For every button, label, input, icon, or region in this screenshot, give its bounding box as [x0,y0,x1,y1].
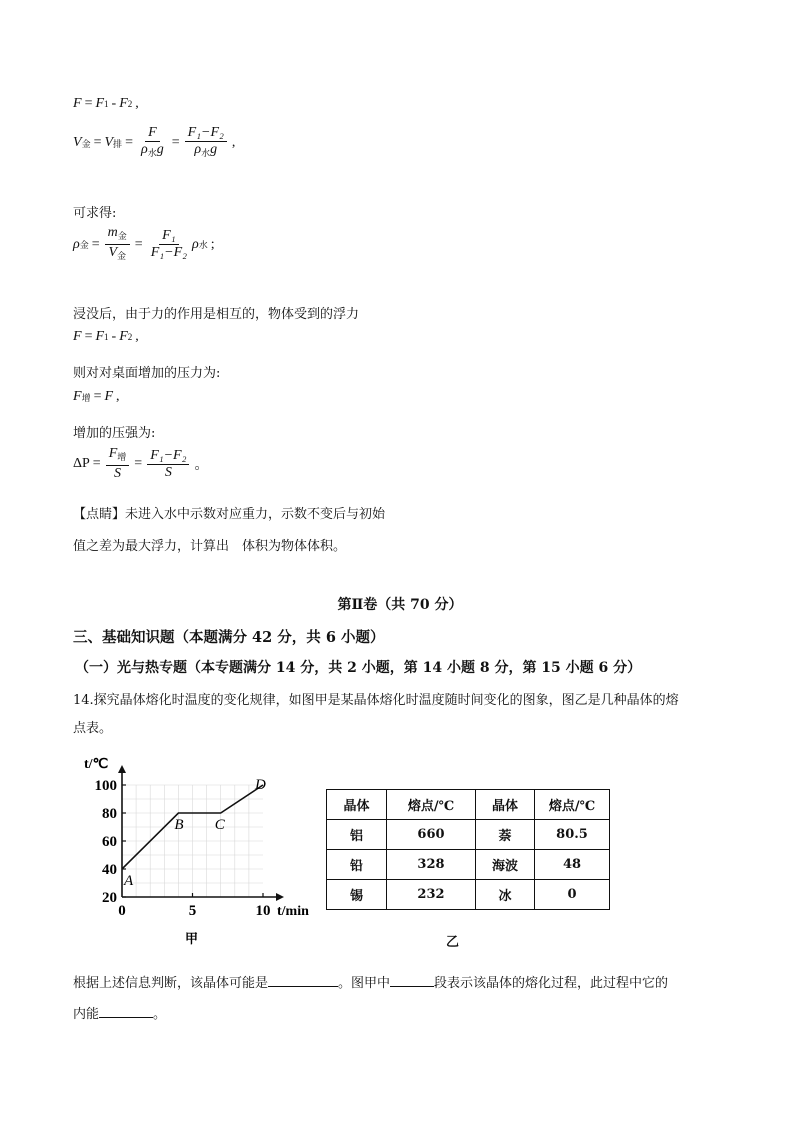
table-cell: 冰 [476,880,535,910]
chart-point-label: D [255,777,266,793]
answer-blank-segment[interactable] [390,974,434,987]
table-cell: 328 [387,850,476,880]
melting-point-table-wrap [326,789,610,910]
equation-buoyancy: F = F 1 - F 2 , [73,96,139,111]
chart-point-label: C [214,817,225,833]
section-title: 三、基础知识题（本题满分 42 分，共 6 小题） [73,629,385,646]
table-header-cell: 晶体 [476,790,535,820]
table-cell: 海波 [476,850,535,880]
chart-x-axis-arrow [276,893,284,901]
answer-blank-crystal[interactable] [268,974,338,987]
question-14-blanks-line1: 根据上述信息判断，该晶体可能是 。图甲中 段表示该晶体的熔化过程，此过程中它的 [73,976,669,991]
question-14-line2: 点表。 [73,721,113,736]
chart-x-tick-label: 0 [118,903,126,919]
chart-y-axis-label: t/℃ [84,757,109,772]
table-cell: 锡 [327,880,387,910]
chart-grid [122,785,263,897]
table-cell: 0 [535,880,610,910]
text-jinmo: 浸没后，由于力的作用是相互的，物体受到的浮力 [73,307,360,322]
table-row [327,820,610,850]
table-cell: 铅 [327,850,387,880]
chart-y-tick-label: 60 [102,834,117,850]
chart-point-label: A [124,873,134,889]
table-cell: 660 [387,820,476,850]
chart-y-tick-label: 40 [102,862,117,878]
text-zengjia-yaqiang: 增加的压强为: [73,426,156,441]
table-cell: 萘 [476,820,535,850]
equation-volume: V 金 = V 排 = $\frac{F}{\rho_水g}$ = $\frac{\text{F₁−F₂}}{\rho_水g}$ , [73,125,236,158]
chart-x-tick-label: 10 [255,903,271,919]
chart-y-tick-label: 80 [102,806,117,822]
chart-y-tick-label: 100 [94,778,117,794]
text-zengjia-yali: 则对对桌面增加的压力为: [73,366,221,381]
text-qiude: 可求得: [73,206,117,221]
chart-point-labels [123,777,266,889]
subsection-title: （一）光与热专题（本专题满分 14 分，共 2 小题，第 14 小题 8 分，第 15 小题 6 分） [75,660,642,676]
question-14-blanks-line2: 内能 。 [73,1007,167,1022]
table-cell: 铝 [327,820,387,850]
chart-point-label: B [174,817,184,833]
table-header-cell: 晶体 [327,790,387,820]
table-header-cell: 熔点/℃ [535,790,610,820]
chart-y-tick-label: 20 [102,890,117,906]
table-row [327,880,610,910]
melting-point-table [326,789,610,910]
chart-x-tick-label: 5 [188,903,197,919]
table-header-row [327,790,610,820]
equation-added-force: F 增 = F , [73,389,120,404]
question-14-line1: 14.探究晶体熔化时温度的变化规律，如图甲是某晶体熔化时温度随时间变化的图象，图乙是几种晶体的熔 [73,693,679,708]
equation-buoyancy-2: F = F 1 - F 2 , [73,329,139,344]
chart-x-axis-label: t/min [277,904,309,919]
part-title: 第Ⅱ卷（共 70 分） [337,597,463,613]
text-dianjing-2: 值之差为最大浮力，计算出 体积为物体体积。 [73,539,347,554]
table-cell: 48 [535,850,610,880]
chart-y-axis-arrow [118,765,126,773]
equation-pressure: ΔP = $\frac{F_增}{S}$ = $\frac{\text{F₁−F₂}}{S}$ 。 [73,446,209,481]
equation-density: ρ 金 = $\frac{m_金}{V_金}$ = $\frac{\text{F₁}}{\text{F₁−F₂}}$ ρ 水 ; [73,225,215,261]
table-caption: 乙 [446,935,460,950]
table-header-cell: 熔点/℃ [387,790,476,820]
melting-chart [70,745,320,950]
table-row [327,850,610,880]
answer-blank-internal-energy[interactable] [99,1005,153,1018]
chart-caption: 甲 [185,932,199,947]
table-cell: 80.5 [535,820,610,850]
text-dianjing-1: 【点睛】未进入水中示数对应重力，示数不变后与初始 [73,507,386,522]
table-cell: 232 [387,880,476,910]
